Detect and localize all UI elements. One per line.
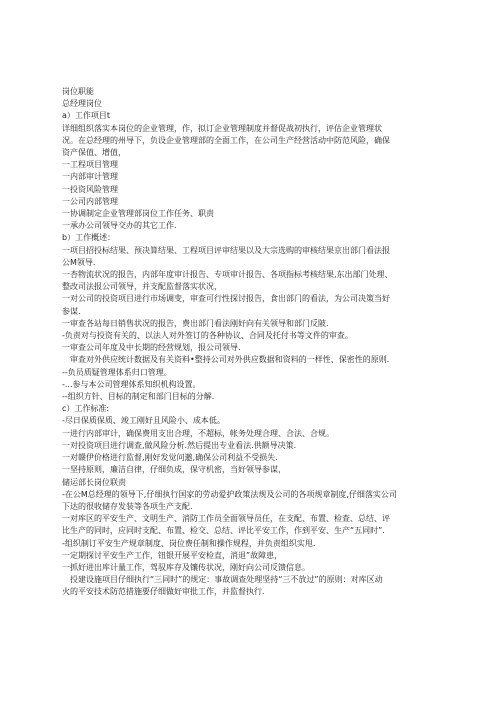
body-text-line: 比生产的同时，应同时支配、布置、检交、总结、评比平安工作，作到平安、生产“五同时”. xyxy=(62,526,385,536)
body-text-line: 下达的很收储存发装等各项生产支配. xyxy=(62,501,193,511)
list-item: 一投资风险管理 xyxy=(62,184,118,194)
list-item: 一内部审计管理 xyxy=(62,172,118,182)
body-text-line: 一审查公司年度及中长期的经营规划，报公司领导. xyxy=(62,343,241,353)
body-text-line: 一对赣伊价格进行监督,刚好发觉问邀,确保公司利益不受损失. xyxy=(62,453,278,463)
subsection-label: a）工作项目t xyxy=(62,111,111,121)
list-item: 一工程项目管理 xyxy=(62,160,118,170)
body-text-line: -负责对与投资有关的、以法人对外签订的各种协议、合同及托付书等文件的审查。 xyxy=(62,331,353,341)
body-text-line: 一项目招投标结果、预决算结果、工程项目评审结果以及大宗选购的审核结果京出部门看法报 xyxy=(62,245,390,255)
subsection-label: b）工作概述： xyxy=(62,233,116,243)
list-item: 一协调制定企业管理部岗位工作任务、职责 xyxy=(62,209,214,219)
body-text-line: 一抓好进出库计量工作，驾驭库存及镶传状况，刚好向公司反馈信息。 xyxy=(62,562,310,572)
body-text-line: 详细组织落实本岗位的企业管理，作，拟订企业管理制度并督促战初执行，评估企业管理状 xyxy=(62,123,382,133)
list-item: 一公司内部管理 xyxy=(62,196,118,206)
body-text-line: --组织方针、目标的制定和部门目标的分解. xyxy=(62,392,215,402)
body-text-line: 一审查各站每日销售状况的报告，费出部门看法刚好向有关领导和部门反陂. xyxy=(62,318,329,328)
body-text-line: 况。在总经理的州导下，负设企业管理部的全面工作，在公司生产经营活动中防范风险，确保 xyxy=(62,135,390,145)
position-title: 总经理岗位 xyxy=(62,99,102,109)
body-text-line: 参谋. xyxy=(62,306,81,316)
body-text-line: 整改司法报公司领导，并支配监督落实状况， xyxy=(62,282,222,292)
body-text-line: 一定期探讨平安生产工作，钮银开展平安检直，消退”故障患， xyxy=(62,550,283,560)
body-text-line: -...参与本公司管理体系知织机构设置。 xyxy=(62,379,201,389)
body-text-line: 审查对外供应统计数据及有关资料•整持公司对外供应数据和资料的一样性、保密性的原则. xyxy=(70,355,390,365)
body-text-line: -组织制订平安生产规章制度、岗位费任制和操作规程，并负责组织实甩. xyxy=(62,538,316,548)
body-text-line: 一杏物流状况的报告，内部年度审计报告、专项审计报告、各项指标考核结果,东出部门处理、 xyxy=(62,270,393,280)
body-text-line: 一对公司的投资项目进行市场调变，审查可行性探讨报告，食出部门的看法，为公司决策当好 xyxy=(62,294,390,304)
body-text-line: 资产保值、增值， xyxy=(62,148,126,158)
section-heading: 岗位职能 xyxy=(62,87,94,96)
body-text-line: --负员质疑管理体系归口管理。 xyxy=(62,367,172,377)
body-text-line: -尽日保质保质、竣工刚好且风险小、成本低。 xyxy=(62,416,225,426)
body-text-line: 一坚持原则，廉洁自律，仔细负成，保守机密，当好领导参谋， xyxy=(62,465,286,475)
body-text-line: 投建设施项目仔细执行“三同时”的规定：事故调查处理坚持“三不放过”的原则：对库区动 xyxy=(70,575,383,585)
body-text-line: 一对库区的平安生产、文明生产、消防工作员全面领导员任，在支配、布置、检查、总结、评 xyxy=(62,514,390,524)
position-title: 储运部长岗位联责 xyxy=(62,477,126,487)
body-text-line: 一对投资项目进行调查,做风险分析.然后提出专业看法.供额导决策. xyxy=(62,440,297,450)
body-text-line: 公M领导. xyxy=(62,257,96,267)
body-text-line: 一进行内部审计，确保费用支出合理，不超标，帐务处理合理、合法、合规。 xyxy=(62,428,334,438)
list-item: 一承办公司领导交办的其它工作. xyxy=(62,221,177,231)
body-text-line: -在公M总经理的领导下,仔细执行国家的劳动爱护政策法规及公司的各项规章制度,仔细落实公司 xyxy=(62,489,397,499)
subsection-label: c）工作标准: xyxy=(62,404,110,414)
body-text-line: 火的平安技术防范措施要仔细做好审批工作，并监督执行. xyxy=(62,587,265,597)
